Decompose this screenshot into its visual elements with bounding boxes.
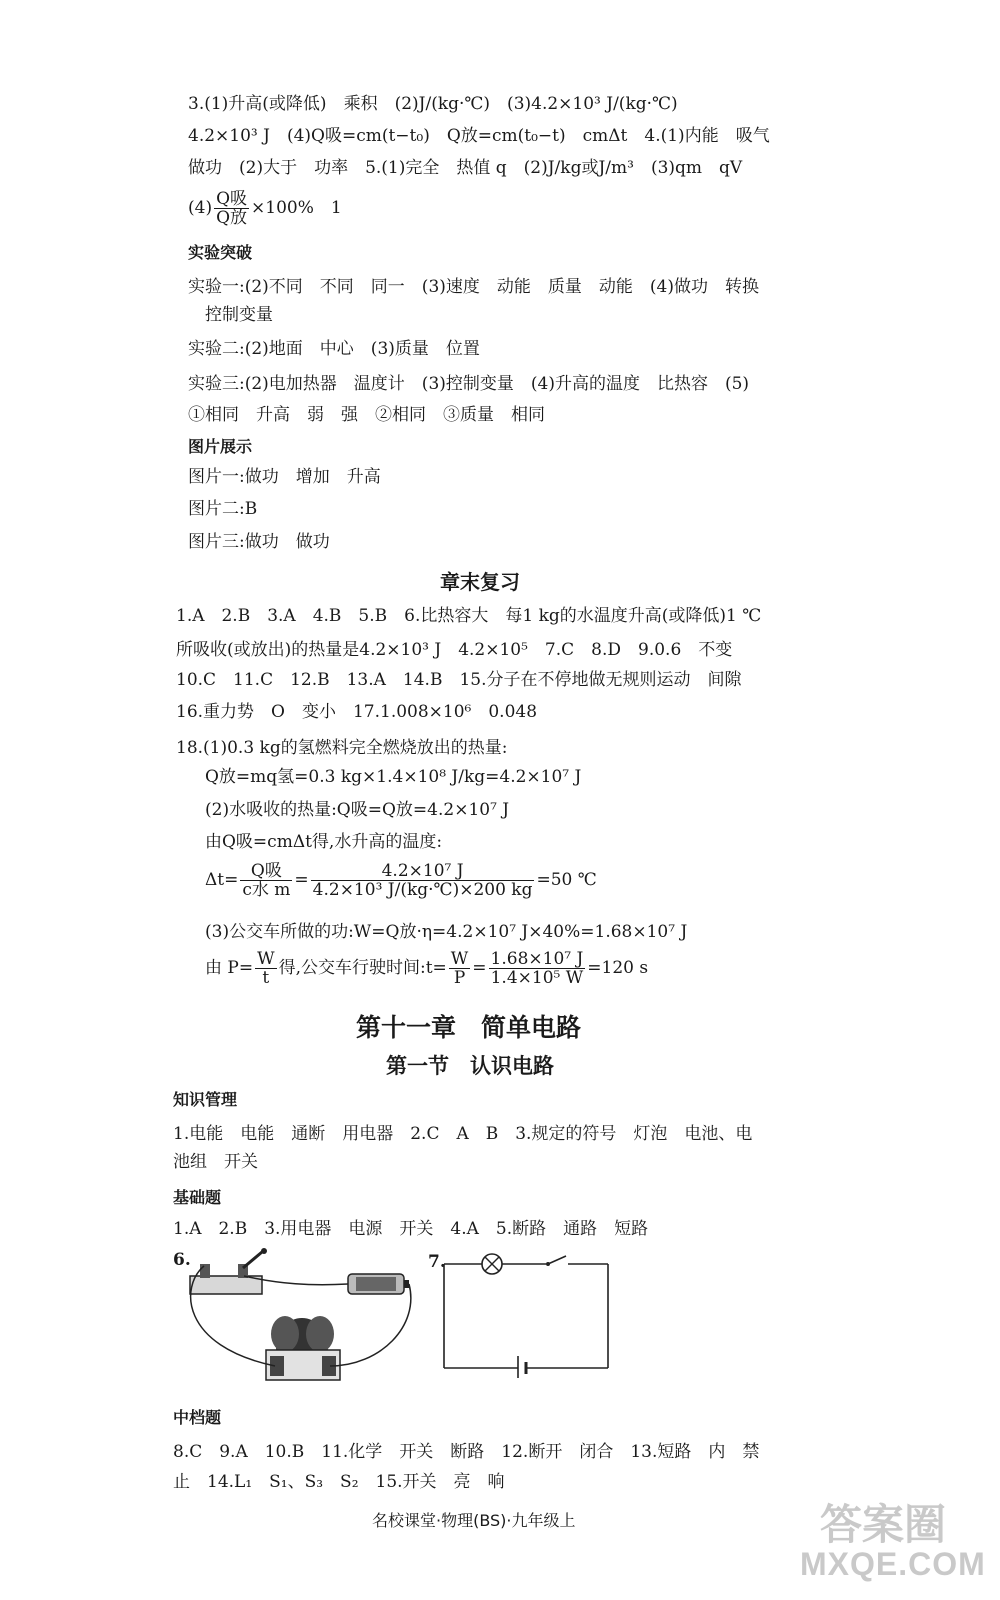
line4-suffix: ×100% 1 bbox=[251, 198, 342, 218]
knowledge-line-1: 1.电能 电能 通断 用电器 2.C A B 3.规定的符号 灯泡 电池、电 bbox=[173, 1124, 753, 1144]
delta-t-prefix: Δt= bbox=[205, 870, 239, 890]
review-line-4: 16.重力势 O 变小 17.1.008×10⁶ 0.048 bbox=[176, 702, 538, 722]
basic-line-1: 1.A 2.B 3.用电器 电源 开关 4.A 5.断路 通路 短路 bbox=[173, 1219, 649, 1239]
fraction-q-over-cm bbox=[240, 862, 292, 899]
mid-line-2: 止 14.L₁ S₁、S₃ S₂ 15.开关 亮 响 bbox=[173, 1472, 505, 1492]
equals-sign: = bbox=[472, 958, 487, 978]
section-title: 第一节 认识电路 bbox=[386, 1054, 554, 1078]
figure-6-label: 6. bbox=[173, 1250, 191, 1270]
battery-label bbox=[356, 1277, 396, 1291]
fan-blade-right bbox=[306, 1316, 334, 1352]
fraction-numerator: Q吸 bbox=[240, 862, 292, 881]
efficiency-fraction bbox=[214, 190, 249, 227]
fraction-denominator: P bbox=[453, 968, 466, 988]
wire-battery-to-motor bbox=[330, 1284, 411, 1366]
review-line-1: 1.A 2.B 3.A 4.B 5.B 6.比热容大 每1 kg的水温度升高(或降低)1 ℃ bbox=[176, 606, 762, 626]
switch-handle bbox=[261, 1248, 267, 1254]
review-line-3: 10.C 11.C 12.B 13.A 14.B 15.分子在不停地做无规则运动 间隙 bbox=[176, 670, 742, 690]
review-line-9 bbox=[205, 862, 597, 899]
fraction-numerator: 1.68×10⁷ J bbox=[490, 949, 584, 969]
mid-line-1: 8.C 9.A 10.B 11.化学 开关 断路 12.断开 闭合 13.短路 内 禁 bbox=[173, 1442, 760, 1462]
fraction-denominator: 4.2×10³ J/(kg·℃)×200 kg bbox=[312, 880, 533, 900]
section-heading-pictures: 图片展示 bbox=[188, 437, 253, 456]
figure-7-schematic bbox=[438, 1252, 614, 1378]
review-line-7: (2)水吸收的热量:Q吸=Q放=4.2×10⁷ J bbox=[205, 800, 510, 820]
review-line-10: (3)公交车所做的功:W=Q放·η=4.2×10⁷ J×40%=1.68×10⁷ J bbox=[205, 922, 688, 942]
figure-7-label: 7. bbox=[428, 1252, 446, 1272]
picture-line-1: 图片一:做功 增加 升高 bbox=[188, 467, 381, 487]
fraction-denominator: 1.4×10⁵ W bbox=[490, 968, 584, 988]
switch-terminal-left bbox=[200, 1264, 210, 1278]
fraction-w-over-p bbox=[449, 950, 470, 987]
section-heading-experiments: 实验突破 bbox=[188, 243, 253, 262]
result: =50 ℃ bbox=[536, 870, 597, 890]
knowledge-line-2: 池组 开关 bbox=[173, 1152, 258, 1172]
fan-blade-left bbox=[271, 1316, 299, 1352]
fraction-denominator: t bbox=[262, 968, 270, 988]
answer-line-1: 3.(1)升高(或降低) 乘积 (2)J/(kg·℃) (3)4.2×10³ J/(kg·℃) bbox=[188, 94, 678, 114]
experiment-line-1: 实验一:(2)不同 不同 同一 (3)速度 动能 质量 动能 (4)做功 转换 bbox=[188, 277, 759, 297]
review-line-6: Q放=mq氢=0.3 kg×1.4×10⁸ J/kg=4.2×10⁷ J bbox=[205, 767, 582, 787]
switch-symbol bbox=[548, 1256, 566, 1264]
fraction-numeric bbox=[311, 862, 535, 899]
chapter-title: 第十一章 简单电路 bbox=[356, 1013, 582, 1042]
equals-sign: = bbox=[294, 870, 309, 890]
review-line-11 bbox=[205, 950, 648, 987]
section-heading-basic: 基础题 bbox=[173, 1188, 222, 1207]
figure-6-circuit bbox=[180, 1246, 420, 1396]
picture-line-2: 图片二:B bbox=[188, 499, 258, 519]
fraction-numeric bbox=[489, 950, 586, 987]
power-prefix: 由 P= bbox=[205, 958, 254, 978]
review-title: 章末复习 bbox=[440, 570, 520, 594]
section-heading-knowledge: 知识管理 bbox=[173, 1090, 238, 1109]
experiment-line-2: 控制变量 bbox=[205, 305, 273, 325]
review-line-2: 所吸收(或放出)的热量是4.2×10³ J 4.2×10⁵ 7.C 8.D 9.0.6 不变 bbox=[176, 640, 733, 660]
result: =120 s bbox=[587, 958, 649, 978]
answer-line-3: 做功 (2)大于 功率 5.(1)完全 热值 q (2)J/kg或J/m³ (3)qm qV bbox=[188, 158, 743, 178]
line4-prefix: (4) bbox=[188, 198, 213, 218]
review-line-5: 18.(1)0.3 kg的氢燃料完全燃烧放出的热量: bbox=[176, 738, 508, 758]
fraction-denominator: c水 m bbox=[242, 880, 291, 900]
battery-positive-terminal bbox=[404, 1280, 409, 1288]
fraction-w-over-t bbox=[255, 950, 276, 987]
experiment-line-4: 实验三:(2)电加热器 温度计 (3)控制变量 (4)升高的温度 比热容 (5) bbox=[188, 374, 750, 394]
fraction-numerator: W bbox=[450, 949, 469, 969]
page-footer: 名校课堂·物理(BS)·九年级上 bbox=[372, 1511, 576, 1530]
time-text: 得,公交车行驶时间:t= bbox=[278, 958, 447, 978]
watermark-url: MXQE.COM bbox=[800, 1546, 986, 1582]
answer-line-2: 4.2×10³ J (4)Q吸=cm(t−t₀) Q放=cm(t₀−t) cmΔt 4.(1)内能 吸气 bbox=[188, 126, 770, 146]
fraction-numerator: W bbox=[257, 949, 275, 969]
review-line-8: 由Q吸=cmΔt得,水升高的温度: bbox=[205, 832, 443, 852]
switch-base bbox=[190, 1276, 262, 1294]
picture-line-3: 图片三:做功 做功 bbox=[188, 532, 330, 552]
fraction-numerator: Q吸 bbox=[216, 189, 248, 209]
answer-line-4 bbox=[188, 190, 342, 227]
experiment-line-3: 实验二:(2)地面 中心 (3)质量 位置 bbox=[188, 339, 480, 359]
switch-blade bbox=[243, 1252, 262, 1268]
watermark-logo: 答案圈 bbox=[820, 1501, 947, 1548]
experiment-line-5: ①相同 升高 弱 强 ②相同 ③质量 相同 bbox=[188, 405, 545, 425]
fraction-denominator: Q放 bbox=[216, 208, 248, 228]
section-heading-mid: 中档题 bbox=[173, 1408, 222, 1427]
fraction-numerator: 4.2×10⁷ J bbox=[311, 862, 535, 881]
